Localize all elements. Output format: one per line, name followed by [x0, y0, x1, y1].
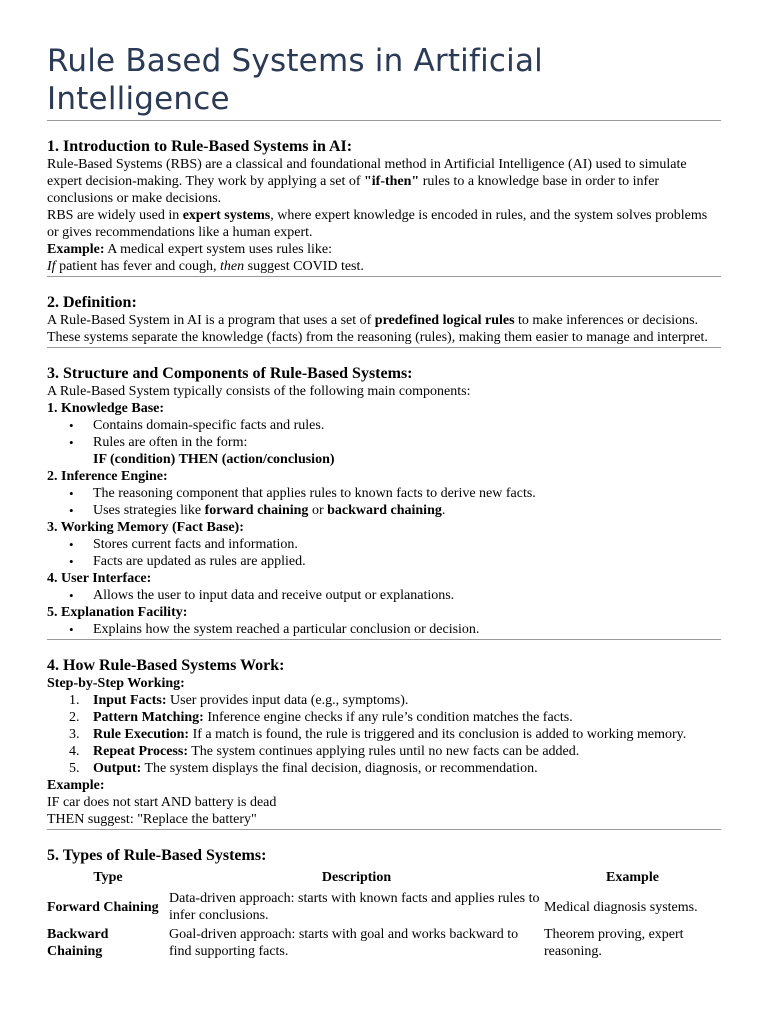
section-heading: 3. Structure and Components of Rule-Based Systems:: [47, 365, 413, 382]
section-heading: 4. How Rule-Based Systems Work:: [47, 657, 285, 674]
bullet-list: [47, 621, 721, 638]
document-page: [47, 0, 721, 961]
list-item: • Facts are updated as rules are applied.: [47, 553, 721, 570]
list-item: • Stores current facts and information.: [47, 536, 721, 553]
section-structure: [47, 348, 721, 640]
example-label: Example:: [47, 778, 105, 793]
bullet-list: [47, 485, 721, 519]
component-title: 3. Working Memory (Fact Base):: [47, 520, 244, 535]
rule-form: IF (condition) THEN (action/conclusion): [93, 452, 335, 467]
list-item: • Contains domain-specific facts and rules.: [47, 417, 721, 434]
section-definition: [47, 277, 721, 348]
type-cell: Forward Chaining: [47, 899, 159, 915]
paragraph: RBS are widely used in expert systems, where expert knowledge is encoded in rules, and the system solves problems or gives recommendations like a human expert.: [47, 208, 708, 240]
example-line: Example: A medical expert system uses rules like:: [47, 242, 333, 257]
bullet-list: [47, 417, 721, 451]
component-title: 4. User Interface:: [47, 571, 152, 586]
step-item: 2. Pattern Matching: Inference engine checks if any rule’s condition matches the facts.: [69, 710, 573, 725]
section-heading: 2. Definition:: [47, 294, 137, 311]
table-row: [47, 889, 721, 925]
list-item: • Allows the user to input data and receive output or explanations.: [47, 587, 721, 604]
column-header-example: Example: [606, 870, 659, 885]
table-header-row: [47, 868, 721, 889]
example-line: THEN suggest: "Replace the battery": [47, 812, 257, 827]
component-title: 1. Knowledge Base:: [47, 401, 165, 416]
list-item: • The reasoning component that applies rules to known facts to derive new facts.: [47, 485, 721, 502]
paragraph: Rule-Based Systems (RBS) are a classical and foundational method in Artificial Intelligence (AI) used to simulate expert decision-making. They work by applying a set of "if-then" rules to a knowledge base in order to infer conclusions or make decisions.: [47, 157, 687, 206]
paragraph: A Rule-Based System typically consists of the following main components:: [47, 384, 471, 399]
example-cell: Theorem proving, expert reasoning.: [544, 927, 684, 959]
step-item: 3. Rule Execution: If a match is found, the rule is triggered and its conclusion is added to working memory.: [69, 727, 687, 742]
subheading: Step-by-Step Working:: [47, 676, 185, 691]
type-cell: Backward Chaining: [47, 927, 109, 959]
bullet-list: [47, 536, 721, 570]
section-introduction: [47, 121, 721, 277]
list-item: • Explains how the system reached a particular conclusion or decision.: [47, 621, 721, 638]
example-cell: Medical diagnosis systems.: [544, 899, 698, 915]
column-header-description: Description: [321, 870, 392, 885]
section-how-it-works: [47, 640, 721, 830]
types-table: [47, 868, 721, 961]
bullet-list: [47, 587, 721, 604]
paragraph: A Rule-Based System in AI is a program that uses a set of predefined logical rules to make inferences or decisions. These systems separate the knowledge (facts) from the reasoning (rules), making them easier to manage and interpret.: [47, 313, 708, 345]
step-item: 5. Output: The system displays the final decision, diagnosis, or recommendation.: [69, 761, 538, 776]
page-title: Rule Based Systems in Artificial Intelligence: [47, 43, 543, 117]
section-heading: 5. Types of Rule-Based Systems:: [47, 847, 267, 864]
section-types: [47, 830, 721, 961]
description-cell: Goal-driven approach: starts with goal and works backward to find supporting facts.: [169, 927, 519, 959]
steps-list: [47, 692, 721, 777]
section-heading: 1. Introduction to Rule-Based Systems in AI:: [47, 138, 353, 155]
example-line: IF car does not start AND battery is dead: [47, 795, 277, 810]
step-item: 1. Input Facts: User provides input data (e.g., symptoms).: [69, 693, 409, 708]
example-rule: If patient has fever and cough, then suggest COVID test.: [47, 259, 364, 274]
component-title: 2. Inference Engine:: [47, 469, 168, 484]
table-row: [47, 925, 721, 961]
list-item: • Rules are often in the form:: [47, 434, 721, 451]
list-item: • Uses strategies like forward chaining or backward chaining.: [47, 502, 721, 519]
description-cell: Data-driven approach: starts with known facts and applies rules to infer conclusions.: [169, 891, 540, 923]
component-title: 5. Explanation Facility:: [47, 605, 188, 620]
column-header-type: Type: [93, 870, 123, 885]
step-item: 4. Repeat Process: The system continues applying rules until no new facts can be added.: [69, 744, 580, 759]
